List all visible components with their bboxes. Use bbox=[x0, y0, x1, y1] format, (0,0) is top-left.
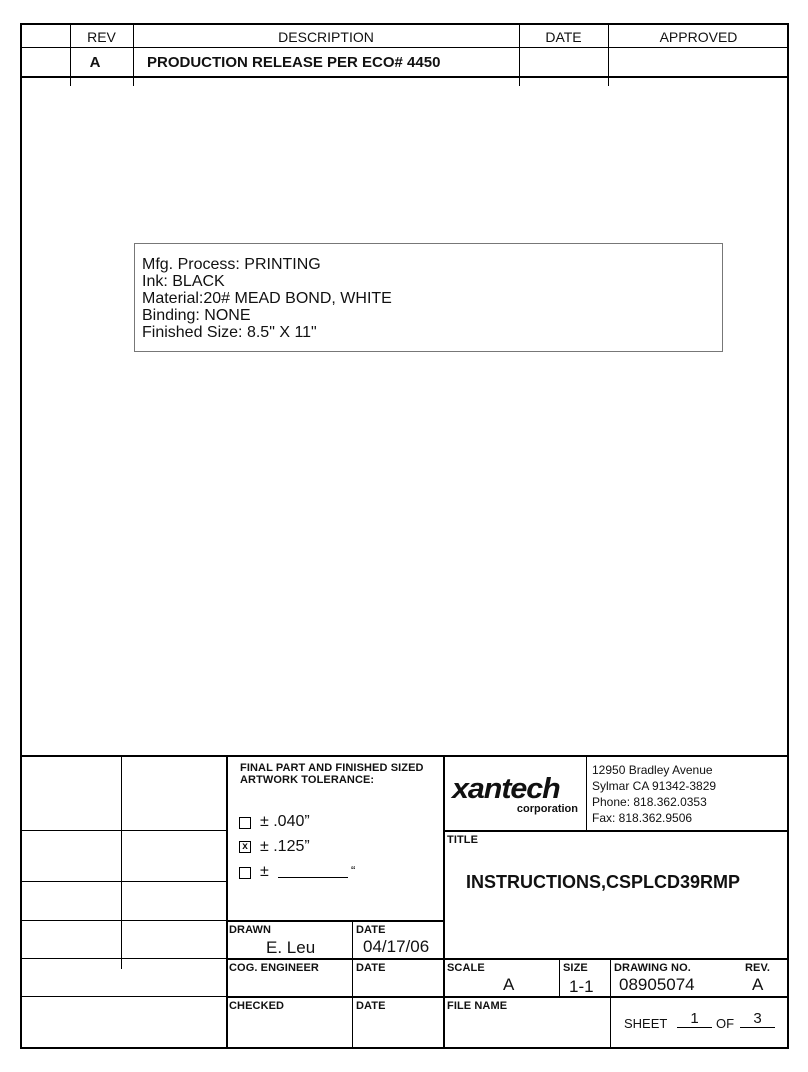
tolerance-custom-blank bbox=[278, 877, 348, 878]
mfg-process-label: Mfg. Process: bbox=[142, 256, 240, 273]
tb-left-row-4 bbox=[20, 958, 226, 959]
sheet-label: SHEET bbox=[624, 1016, 668, 1031]
material-line bbox=[142, 290, 392, 307]
date-header: DATE bbox=[545, 29, 582, 45]
mfg-process-line bbox=[142, 256, 321, 273]
finished-size-line bbox=[142, 324, 317, 341]
tb-left-col-1 bbox=[121, 755, 122, 969]
title-block-top bbox=[20, 755, 789, 757]
tb-checked-top bbox=[226, 996, 789, 998]
address-line-1: 12950 Bradley Avenue bbox=[592, 763, 713, 777]
approved-header: APPROVED bbox=[659, 29, 738, 45]
xantech-logo bbox=[452, 772, 578, 820]
ink-label: Ink: bbox=[142, 273, 168, 290]
of-label: OF bbox=[716, 1016, 735, 1031]
of-underline bbox=[740, 1027, 775, 1028]
scale-value: A bbox=[503, 975, 515, 994]
size-value: 1-1 bbox=[569, 977, 594, 996]
tb-left-row-3 bbox=[20, 920, 226, 921]
tolerance-125-checkbox[interactable]: x bbox=[239, 841, 251, 853]
company-address bbox=[592, 762, 716, 826]
finished-size-value: 8.5" X 11" bbox=[246, 324, 317, 341]
rev-divider-1 bbox=[20, 47, 789, 48]
tolerance-040-checkbox[interactable] bbox=[239, 817, 251, 829]
tb-date-col bbox=[352, 920, 353, 1049]
address-line-2: Sylmar CA 91342-3829 bbox=[592, 779, 717, 793]
rev-entry-description: PRODUCTION RELEASE PER ECO# 4450 bbox=[147, 54, 441, 71]
phone-text: Phone: 818.362.0353 bbox=[592, 795, 707, 809]
rev-divider-2 bbox=[20, 76, 789, 78]
tolerance-040-text: ± .040” bbox=[260, 813, 310, 830]
drawn-date-label: DATE bbox=[356, 924, 386, 936]
tb-logo-divider bbox=[586, 755, 587, 830]
of-value: 3 bbox=[753, 1010, 762, 1027]
file-name-label: FILE NAME bbox=[447, 1000, 508, 1012]
drawing-no-value: 08905074 bbox=[619, 975, 695, 994]
sheet-underline bbox=[677, 1027, 712, 1028]
tolerance-custom-checkbox[interactable] bbox=[239, 867, 251, 879]
drawing-no-label: DRAWING NO. bbox=[614, 962, 691, 974]
tb-left-row-1 bbox=[20, 830, 226, 831]
drawing-frame bbox=[20, 23, 789, 1049]
checked-label: CHECKED bbox=[229, 1000, 285, 1012]
binding-value: NONE bbox=[204, 307, 251, 324]
material-value: 20# MEAD BOND, WHITE bbox=[203, 290, 392, 307]
binding-line bbox=[142, 307, 251, 324]
binding-label: Binding: bbox=[142, 307, 200, 324]
mfg-process-value: PRINTING bbox=[244, 256, 321, 273]
tolerance-125-text: ± .125” bbox=[260, 838, 310, 855]
tb-left-row-2 bbox=[20, 881, 226, 882]
ink-line bbox=[142, 273, 225, 290]
drawn-label: DRAWN bbox=[229, 924, 272, 936]
logo-subtext: corporation bbox=[516, 803, 578, 815]
tb-drawn-top bbox=[226, 920, 443, 922]
sheet-value: 1 bbox=[690, 1010, 699, 1027]
tb-cog-top bbox=[226, 958, 789, 960]
tb-left-row-5 bbox=[20, 996, 226, 997]
drawn-date-value: 04/17/06 bbox=[363, 937, 430, 956]
tb-company-bottom bbox=[443, 830, 789, 832]
rev-entry-value: A bbox=[89, 54, 101, 71]
size-label: SIZE bbox=[563, 962, 588, 974]
title-value: INSTRUCTIONS,CSPLCD39RMP bbox=[466, 872, 741, 892]
tolerance-heading-2: ARTWORK TOLERANCE: bbox=[240, 774, 375, 786]
material-label: Material: bbox=[142, 290, 204, 307]
logo-wordmark: xantech bbox=[452, 773, 560, 805]
tolerance-custom-unit: “ bbox=[351, 863, 356, 878]
tb-mid-col bbox=[443, 755, 445, 1049]
title-label: TITLE bbox=[447, 834, 479, 846]
tb-left-col-2 bbox=[226, 755, 228, 1049]
rev-label: REV. bbox=[745, 962, 771, 974]
tolerance-custom-plusminus: ± bbox=[260, 863, 269, 880]
finished-size-label: Finished Size: bbox=[142, 324, 243, 341]
checked-date-label: DATE bbox=[356, 1000, 386, 1012]
cog-engineer-label: COG. ENGINEER bbox=[229, 962, 319, 974]
fax-text: Fax: 818.362.9506 bbox=[592, 811, 693, 825]
scale-label: SCALE bbox=[447, 962, 485, 974]
drawn-value: E. Leu bbox=[266, 938, 316, 957]
rev-header: REV bbox=[87, 29, 116, 45]
tolerance-heading-1: FINAL PART AND FINISHED SIZED bbox=[240, 762, 424, 774]
rev-value: A bbox=[752, 975, 764, 994]
tb-size-col bbox=[559, 958, 560, 998]
description-header: DESCRIPTION bbox=[278, 29, 374, 45]
tb-drawingno-col bbox=[610, 958, 611, 1049]
ink-value: BLACK bbox=[172, 273, 225, 290]
cog-date-label: DATE bbox=[356, 962, 386, 974]
